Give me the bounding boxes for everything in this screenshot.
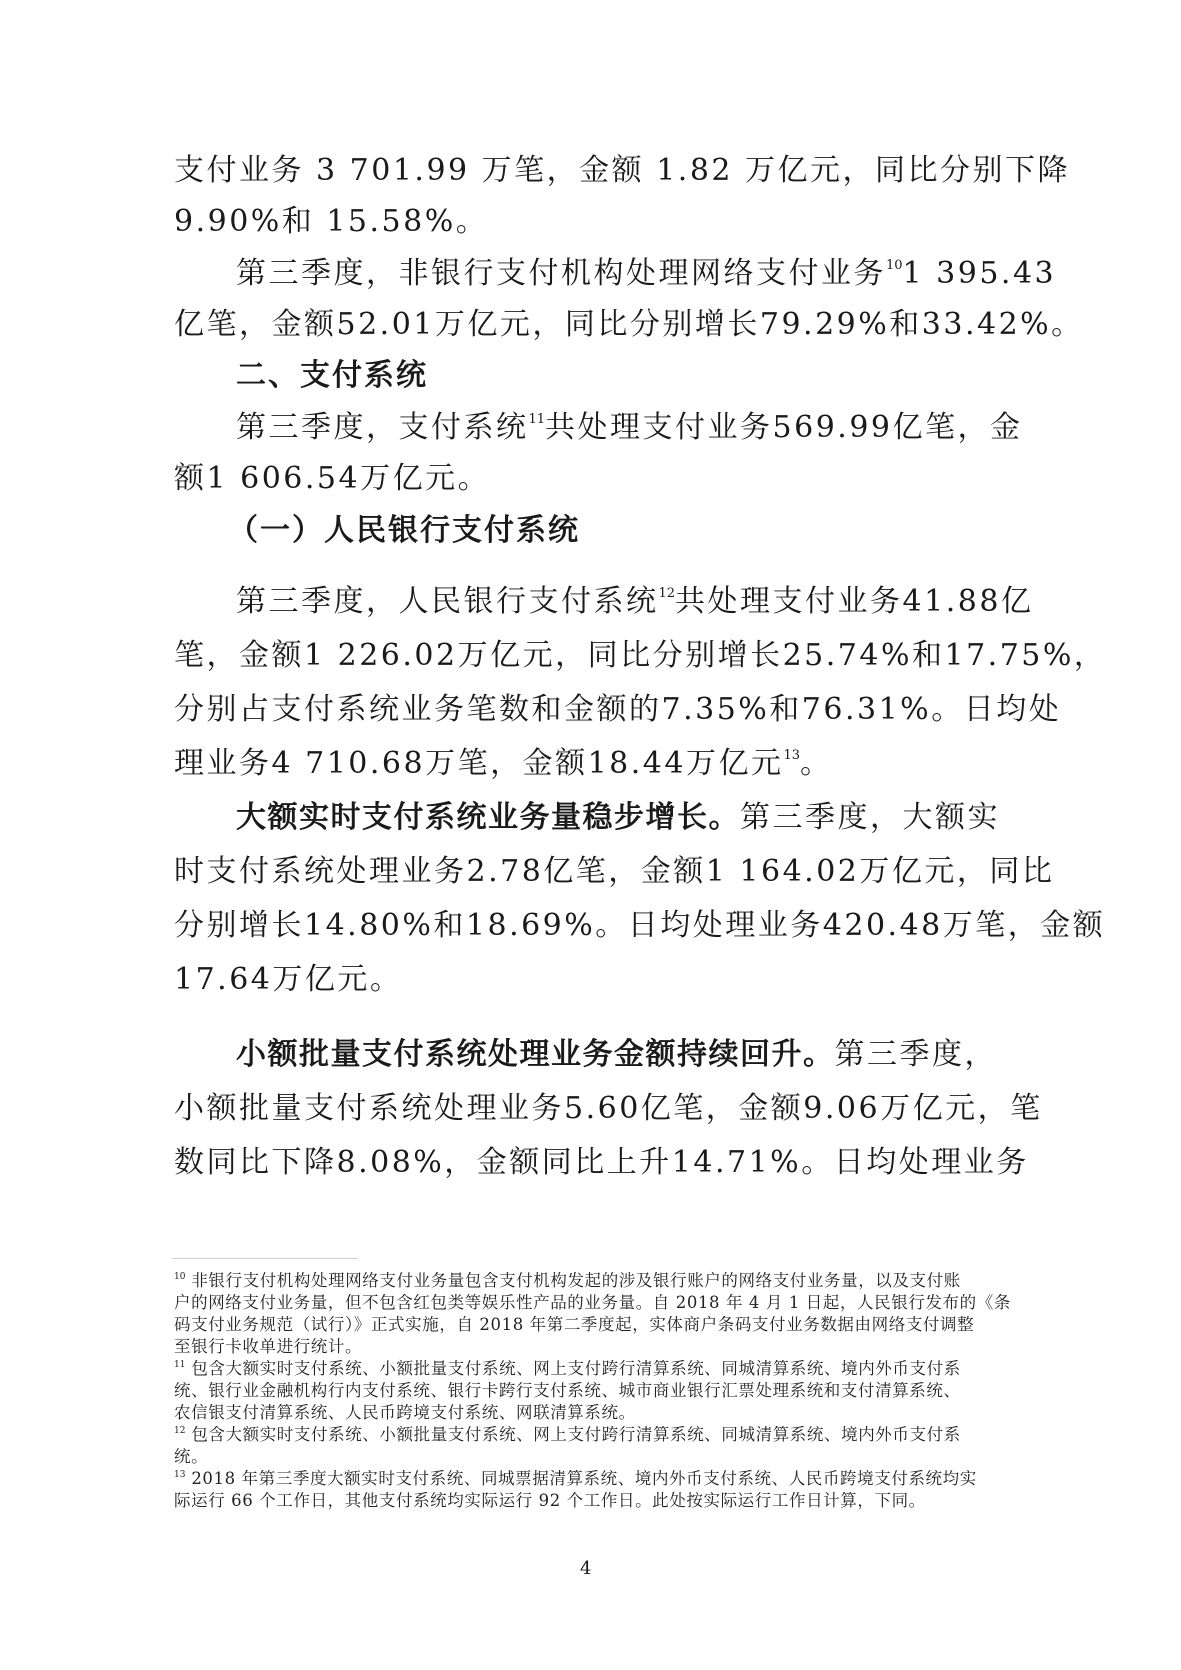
text: 理业务4 710.68万笔，金额18.44万亿元 bbox=[174, 746, 784, 781]
body-line bbox=[236, 798, 1066, 838]
footnote-line bbox=[174, 1402, 1004, 1424]
footnote-ref-12[interactable]: 12 bbox=[658, 586, 676, 601]
body-line bbox=[174, 690, 1062, 730]
section-heading bbox=[236, 356, 1066, 396]
page-number: 4 bbox=[580, 1558, 592, 1579]
text: 包含大额实时支付系统、小额批量支付系统、网上支付跨行清算系统、同城清算系统、境内外币支付系 bbox=[191, 1359, 961, 1378]
text: 分别占支付系统业务笔数和金额的7.35%和76.31%。日均处 bbox=[174, 692, 1062, 727]
text: 非银行支付机构处理网络支付业务量包含支付机构发起的涉及银行账户的网络支付业务量，以及支付账 bbox=[191, 1271, 961, 1290]
footnote-number: 11 bbox=[174, 1360, 186, 1370]
heading-text: 二、支付系统 bbox=[236, 358, 428, 393]
body-line bbox=[236, 408, 1066, 448]
footnote-number: 13 bbox=[174, 1470, 186, 1480]
text: 小额批量支付系统处理业务5.60亿笔，金额9.06万亿元，笔 bbox=[174, 1091, 1043, 1126]
text: 第三季度，大额实 bbox=[740, 800, 1000, 835]
subsection-heading bbox=[228, 511, 1058, 551]
footnote-ref-11[interactable]: 11 bbox=[528, 412, 546, 427]
footnote-number: 12 bbox=[174, 1426, 186, 1436]
body-line bbox=[174, 636, 1107, 676]
footnote-line bbox=[174, 1468, 1004, 1490]
text: 第三季度，支付系统 bbox=[236, 410, 529, 445]
body-line bbox=[236, 1035, 1066, 1075]
body-line bbox=[236, 582, 1066, 622]
text: 笔，金额1 226.02万亿元，同比分别增长25.74%和17.75%， bbox=[174, 638, 1107, 673]
body-line bbox=[174, 459, 1004, 499]
text: 额1 606.54万亿元。 bbox=[174, 461, 491, 496]
text: 统。 bbox=[174, 1447, 209, 1466]
text: 1 395.43 bbox=[902, 256, 1057, 291]
footnote-line bbox=[174, 1314, 1004, 1336]
body-line bbox=[174, 151, 1071, 191]
body-line bbox=[174, 960, 1004, 1000]
body-line bbox=[174, 305, 1084, 345]
bold-lead: 小额批量支付系统处理业务金额持续回升。 bbox=[236, 1037, 835, 1072]
text: 第三季度， bbox=[834, 1037, 997, 1072]
text: 共处理支付业务569.99亿笔，金 bbox=[545, 410, 1023, 445]
footnote-line bbox=[174, 1358, 1004, 1380]
footnote-line bbox=[174, 1270, 1004, 1292]
text: 包含大额实时支付系统、小额批量支付系统、网上支付跨行清算系统、同城清算系统、境内外币支付系 bbox=[191, 1425, 961, 1444]
body-line bbox=[174, 1143, 1029, 1183]
text: 户的网络支付业务量，但不包含红包类等娱乐性产品的业务量。自 2018 年 4 月 1 日起，人民银行发布的《条 bbox=[174, 1293, 1011, 1312]
text: 9.90%和 15.58%。 bbox=[174, 204, 489, 239]
text: 数同比下降8.08%，金额同比上升14.71%。日均处理业务 bbox=[174, 1145, 1029, 1180]
footnote-line bbox=[174, 1446, 1004, 1468]
footnote-line bbox=[174, 1292, 1011, 1314]
body-line bbox=[174, 906, 1106, 946]
text: 第三季度，非银行支付机构处理网络支付业务 bbox=[236, 256, 886, 291]
text: 支付业务 3 701.99 万笔，金额 1.82 万亿元，同比分别下降 bbox=[174, 153, 1071, 188]
text: 至银行卡收单进行统计。 bbox=[174, 1337, 363, 1356]
footnote-separator bbox=[172, 1258, 358, 1259]
footnote-ref-13[interactable]: 13 bbox=[783, 748, 801, 763]
text: 2018 年第三季度大额实时支付系统、同城票据清算系统、境内外币支付系统、人民币跨境支付系统均实 bbox=[191, 1469, 977, 1488]
text: 码支付业务规范（试行）》正式实施，自 2018 年第二季度起，实体商户条码支付业务数据由网络支付调整 bbox=[174, 1315, 975, 1334]
bold-lead: 大额实时支付系统业务量稳步增长。 bbox=[236, 800, 740, 835]
footnote-line bbox=[174, 1424, 1004, 1446]
footnote-line bbox=[174, 1336, 1004, 1358]
body-line bbox=[174, 744, 1004, 784]
heading-text: （一）人民银行支付系统 bbox=[228, 513, 580, 548]
footnote-ref-10[interactable]: 10 bbox=[886, 258, 903, 273]
text: 17.64万亿元。 bbox=[174, 962, 403, 997]
text: 分别增长14.80%和18.69%。日均处理业务420.48万笔，金额 bbox=[174, 908, 1106, 943]
footnote-line bbox=[174, 1380, 1004, 1402]
footnote-number: 10 bbox=[174, 1272, 186, 1282]
text: 。 bbox=[800, 746, 833, 781]
footnote-line bbox=[174, 1490, 1004, 1512]
body-line bbox=[236, 254, 1066, 294]
text: 共处理支付业务41.88亿 bbox=[675, 584, 1034, 619]
text: 际运行 66 个工作日，其他支付系统均实际运行 92 个工作日。此处按实际运行工作日计算，下同。 bbox=[174, 1491, 926, 1510]
text: 时支付系统处理业务2.78亿笔，金额1 164.02万亿元，同比 bbox=[174, 854, 1055, 889]
text: 亿笔，金额52.01万亿元，同比分别增长79.29%和33.42%。 bbox=[174, 307, 1084, 342]
body-line bbox=[174, 1089, 1043, 1129]
body-line bbox=[174, 202, 1004, 242]
text: 第三季度，人民银行支付系统 bbox=[236, 584, 659, 619]
text: 统、银行业金融机构行内支付系统、银行卡跨行支付系统、城市商业银行汇票处理系统和支付清算系统、 bbox=[174, 1381, 961, 1400]
text: 农信银支付清算系统、人民币跨境支付系统、网联清算系统。 bbox=[174, 1403, 636, 1422]
body-line bbox=[174, 852, 1055, 892]
